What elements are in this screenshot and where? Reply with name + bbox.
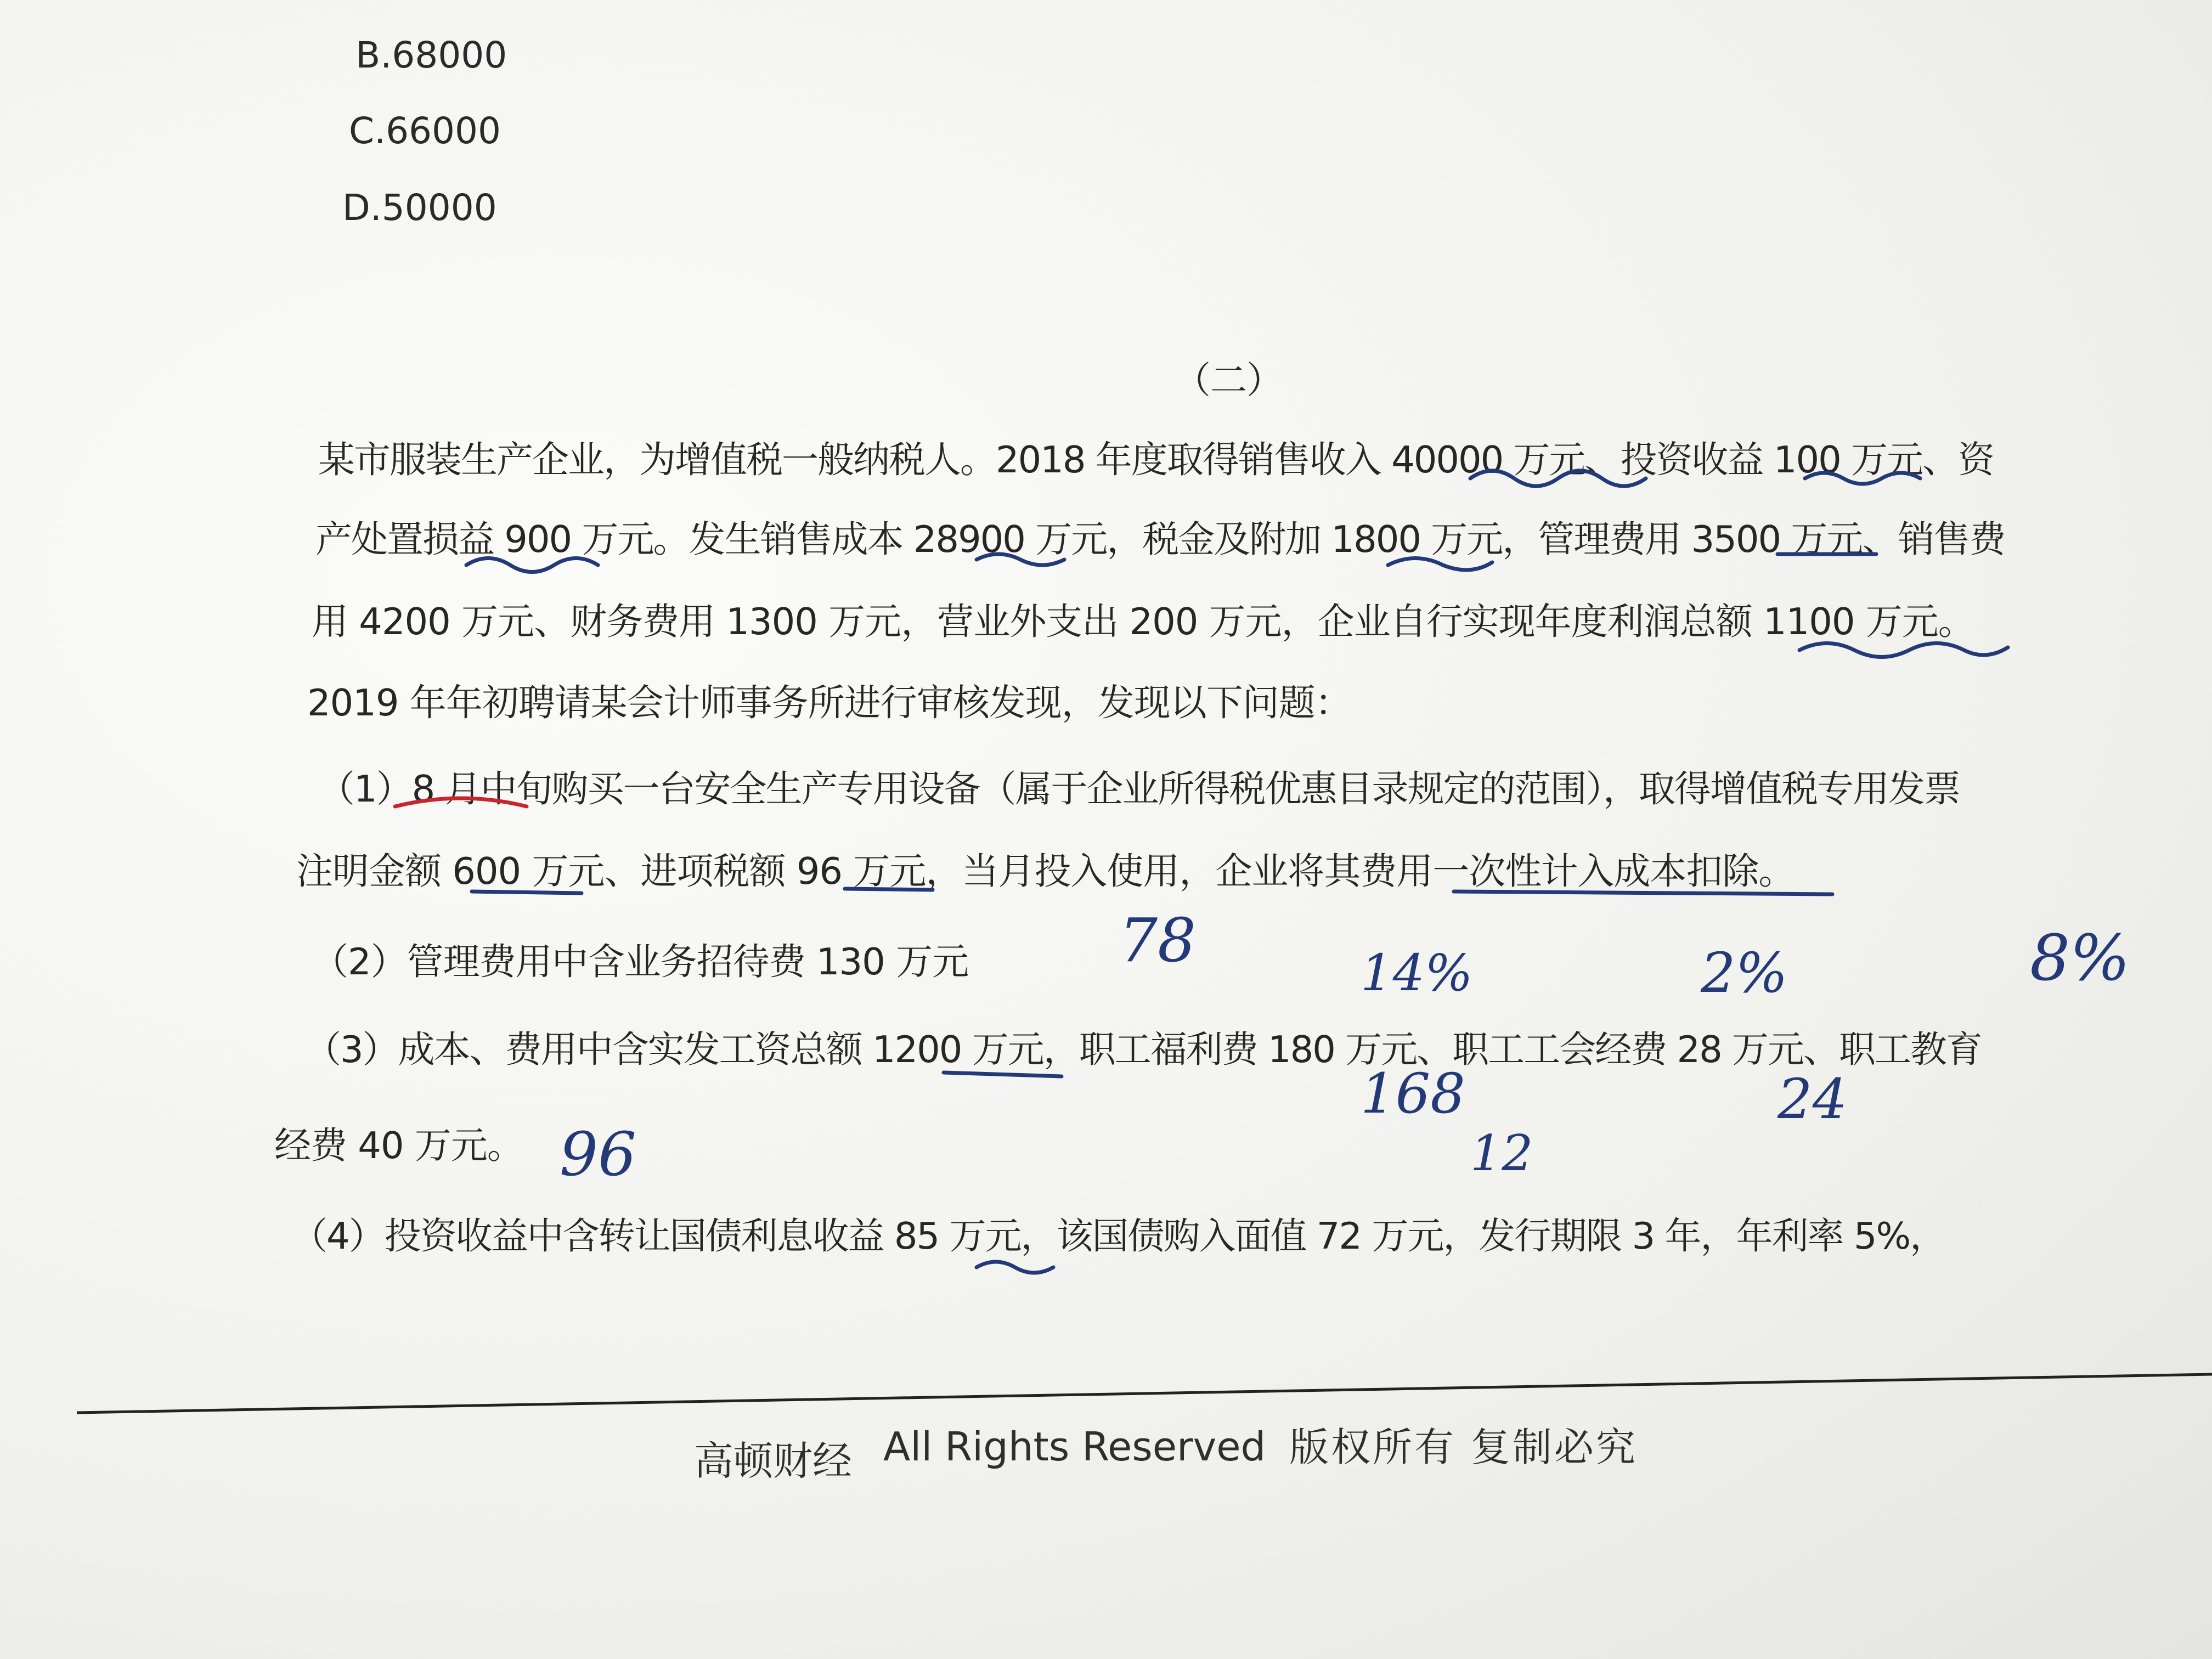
underline-900	[466, 558, 598, 572]
paragraph-line-2: 产处置损益 900 万元。发生销售成本 28900 万元，税金及附加 1800 万元，管理费用 3500 万元、销售费	[315, 518, 2005, 561]
option-c: C.66000	[349, 110, 501, 152]
underline-1800	[1388, 558, 1492, 570]
handwritten-24: 24	[1778, 1067, 1848, 1131]
footer-rule	[77, 1374, 2212, 1413]
section-heading: （二）	[1174, 359, 1283, 402]
underline-40000	[1470, 471, 1646, 486]
footer-rights: All Rights Reserved	[883, 1424, 1266, 1470]
handwritten-168: 168	[1361, 1062, 1465, 1126]
underline-1100	[1799, 644, 2008, 657]
underline-100	[1805, 473, 1920, 484]
underline-1200	[944, 1073, 1062, 1076]
underline-96	[845, 889, 933, 890]
item-1-line-2: 注明金额 600 万元、进项税额 96 万元，当月投入使用，企业将其费用一次性计入成本扣除。	[296, 850, 1795, 893]
handwritten-2-percent: 2%	[1701, 941, 1788, 1005]
item-2-line-1: （2）管理费用中含业务招待费 130 万元	[312, 940, 969, 983]
item-3-line-1: （3）成本、费用中含实发工资总额 1200 万元，职工福利费 180 万元、职工工会经费 28 万元、职工教育	[304, 1028, 1982, 1071]
option-d: D.50000	[342, 187, 497, 229]
paragraph-line-1: 某市服装生产企业，为增值税一般纳税人。2018 年度取得销售收入 40000 万元、投资收益 100 万元、资	[318, 438, 1994, 481]
paragraph-line-3: 用 4200 万元、财务费用 1300 万元，营业外支出 200 万元，企业自行实现年度利润总额 1100 万元。	[312, 600, 1974, 643]
paragraph-line-4: 2019 年年初聘请某会计师事务所进行审核发现，发现以下问题：	[307, 681, 1351, 724]
handwritten-96: 96	[560, 1119, 636, 1189]
underline-expense	[1454, 891, 1832, 894]
handwritten-78: 78	[1119, 905, 1196, 975]
underline-28900	[977, 554, 1064, 565]
option-b: B.68000	[356, 34, 507, 76]
footer-brand: 高顿财经	[694, 1438, 853, 1484]
item-4-line-1: （4）投资收益中含转让国债利息收益 85 万元，该国债购入面值 72 万元，发行期限 3 年，年利率 5%，	[291, 1215, 1946, 1257]
item-3-line-2: 经费 40 万元。	[274, 1124, 523, 1167]
item-1-line-1: （1）8 月中旬购买一台安全生产专用设备（属于企业所得税优惠目录规定的范围），取得增值税专用发票	[318, 768, 1960, 810]
handwritten-14-percent: 14%	[1361, 944, 1473, 1002]
handwritten-8-percent: 8%	[2030, 922, 2130, 995]
underline-600	[472, 891, 582, 893]
underline-85	[977, 1262, 1053, 1273]
underline-august-red	[395, 798, 527, 806]
footer-copyright: 版权所有 复制必究	[1289, 1424, 1638, 1470]
handwritten-12: 12	[1470, 1125, 1533, 1182]
